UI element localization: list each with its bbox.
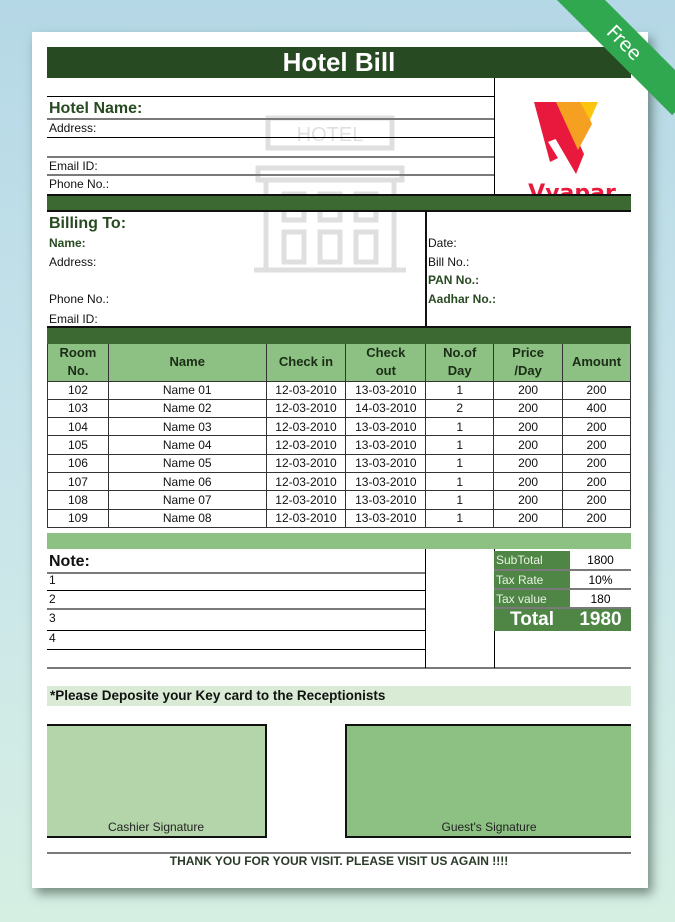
tax-rate-label: Tax Rate <box>494 570 570 589</box>
key-card-notice: *Please Deposite your Key card to the Receptionists <box>47 686 631 706</box>
page-title: Hotel Bill <box>47 47 631 78</box>
free-ribbon-label: Free <box>555 0 675 115</box>
note-line-4: 4 <box>49 631 56 645</box>
totals-table <box>494 551 631 631</box>
table-row: 107 Name 06 12-03-2010 13-03-2010 1 200 200 <box>48 472 631 490</box>
total-value: 1980 <box>570 608 631 631</box>
billing-phone-label: Phone No.: <box>49 292 110 306</box>
table-row: 108 Name 07 12-03-2010 13-03-2010 1 200 200 <box>48 491 631 509</box>
free-ribbon <box>555 0 675 120</box>
col-header-check-out: Check out <box>346 344 426 381</box>
col-header-price-day: Price /Day <box>494 344 563 381</box>
total-label: Total <box>494 608 570 631</box>
pan-no-label: PAN No.: <box>428 273 480 287</box>
hotel-phone-label: Phone No.: <box>49 177 110 191</box>
billing-email-label: Email ID: <box>49 312 98 326</box>
tax-rate-value: 10% <box>570 570 631 589</box>
room-items-table <box>47 344 631 528</box>
note-line-1: 1 <box>49 573 56 587</box>
subtotal-value: 1800 <box>570 551 631 570</box>
subtotal-label: SubTotal <box>494 551 570 570</box>
svg-text:HOTEL: HOTEL <box>296 124 364 146</box>
table-row: 104 Name 03 12-03-2010 13-03-2010 1 200 200 <box>48 418 631 436</box>
tax-value-value: 180 <box>570 589 631 608</box>
note-line-3: 3 <box>49 611 56 625</box>
table-row: 103 Name 02 12-03-2010 14-03-2010 2 200 400 <box>48 399 631 417</box>
hotel-bill-document <box>32 32 648 888</box>
table-header-row <box>48 344 631 381</box>
guest-signature-label: Guest's Signature <box>441 820 537 834</box>
tax-value-label: Tax value <box>494 589 570 608</box>
hotel-name-label: Hotel Name: <box>49 100 143 117</box>
note-line-2: 2 <box>49 592 56 606</box>
table-row: 109 Name 08 12-03-2010 13-03-2010 1 200 200 <box>48 509 631 527</box>
cashier-signature-label: Cashier Signature <box>107 820 205 834</box>
col-header-no-of-day: No.of Day <box>426 344 494 381</box>
billing-address-label: Address: <box>49 255 97 269</box>
guest-signature-box <box>345 724 631 838</box>
hotel-address-label: Address: <box>49 121 97 135</box>
bill-no-label: Bill No.: <box>428 255 470 269</box>
col-header-check-in: Check in <box>266 344 346 381</box>
hotel-email-label: Email ID: <box>49 159 98 173</box>
table-footer-band <box>47 533 631 549</box>
table-row: 106 Name 05 12-03-2010 13-03-2010 1 200 200 <box>48 454 631 472</box>
col-header-name: Name <box>108 344 266 381</box>
billing-to-heading: Billing To: <box>49 215 127 232</box>
aadhar-no-label: Aadhar No.: <box>428 292 497 306</box>
col-header-room-no: Room No. <box>48 344 109 381</box>
table-row: 102 Name 01 12-03-2010 13-03-2010 1 200 200 <box>48 381 631 399</box>
cashier-signature-box <box>47 724 267 838</box>
thank-you-footer: THANK YOU FOR YOUR VISIT. PLEASE VISIT US AGAIN !!!! <box>169 854 509 868</box>
col-header-amount: Amount <box>563 344 631 381</box>
date-label: Date: <box>428 236 457 250</box>
table-row: 105 Name 04 12-03-2010 13-03-2010 1 200 200 <box>48 436 631 454</box>
note-heading: Note: <box>49 553 90 570</box>
billing-name-label: Name: <box>49 236 86 250</box>
